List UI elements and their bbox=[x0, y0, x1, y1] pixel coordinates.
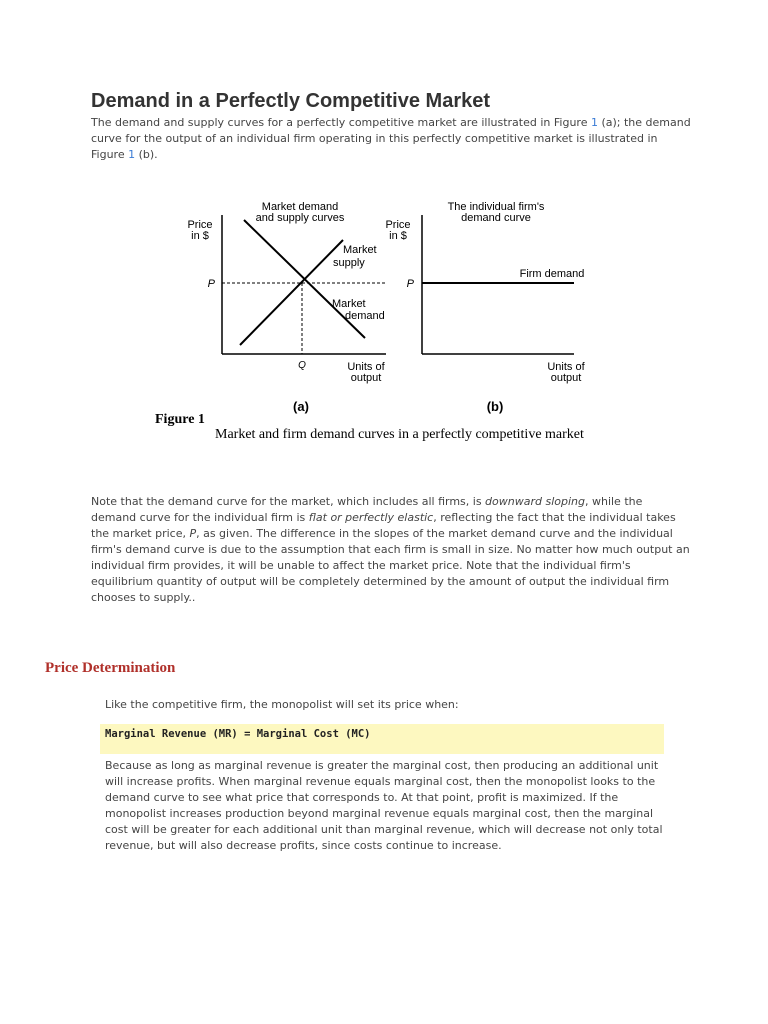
panel-b-x-label-line2: output bbox=[550, 372, 582, 384]
page-title: Demand in a Perfectly Competitive Market bbox=[91, 90, 491, 112]
firm-demand-label: Firm demand bbox=[519, 268, 585, 280]
panel-a-x-label-line2: output bbox=[350, 372, 382, 384]
explanation-paragraph: Because as long as marginal revenue is greater the marginal cost, then producing an additional unit will increase profits. When marginal revenue equals marginal cost, then the monopolist looks to the demand curve to see what price that corresponds to. At that point, profit is maximized. If the monopolist increases production beyond marginal revenue equals marginal cost, then the marginal cost will be greater for each additional unit than marginal revenue, which will decrease not only total revenue, but will also decrease profits, since costs continue to increase. bbox=[105, 759, 663, 852]
panel-a-y-label-line2: in $ bbox=[191, 230, 209, 242]
panel-a-p-label: P bbox=[207, 278, 215, 290]
intro-paragraph bbox=[91, 115, 691, 163]
note-emphasis-1: downward sloping bbox=[485, 495, 585, 508]
figure-caption: Market and firm demand curves in a perfectly competitive market bbox=[215, 427, 584, 442]
panel-b-heading-line2: demand curve bbox=[461, 212, 531, 224]
note-emphasis-2: flat or perfectly elastic bbox=[308, 511, 434, 524]
note-text-2: , while the demand curve for the individual firm is bbox=[91, 495, 643, 524]
intro-text-1: The demand and supply curves for a perfectly competitive market are illustrated in Figure bbox=[91, 116, 591, 129]
demand-label-line1: Market bbox=[332, 298, 366, 310]
demand-figure bbox=[160, 190, 620, 415]
figure-label: Figure 1 bbox=[155, 412, 205, 427]
intro-text-3: (b). bbox=[135, 148, 158, 161]
panel-a-x-label-line1: Units of bbox=[347, 361, 385, 373]
panel-a-heading-line1: Market demand bbox=[261, 201, 339, 213]
panel-a-heading-line2: and supply curves bbox=[255, 212, 345, 224]
panel-a bbox=[187, 201, 386, 414]
demand-label-line2: demand bbox=[345, 310, 385, 322]
mr-mc-formula: Marginal Revenue (MR) = Marginal Cost (MC) bbox=[105, 728, 371, 740]
price-determination-heading: Price Determination bbox=[45, 660, 176, 676]
figure-link-2[interactable]: 1 bbox=[128, 148, 136, 161]
panel-b bbox=[385, 201, 585, 414]
note-text-1: Note that the demand curve for the market, which includes all firms, is bbox=[91, 495, 486, 508]
panel-a-y-label-line1: Price bbox=[187, 219, 213, 231]
note-emphasis-3: P bbox=[189, 527, 197, 540]
monopolist-intro: Like the competitive firm, the monopolist will set its price when: bbox=[105, 698, 459, 711]
panel-b-y-label-line1: Price bbox=[385, 219, 411, 231]
panel-b-label: (b) bbox=[486, 399, 504, 414]
intro-text-2: (a); the demand curve for the output of an individual firm operating in this perfectly competitive market is illustrated in Figure bbox=[91, 116, 691, 161]
panel-a-label: (a) bbox=[293, 399, 309, 414]
panel-b-y-label-line2: in $ bbox=[389, 230, 407, 242]
note-text-3: , reflecting the fact that the individual takes the market price, bbox=[91, 511, 676, 540]
panel-a-q-label: Q bbox=[298, 360, 306, 371]
supply-label-line1: Market bbox=[343, 244, 377, 256]
note-paragraph bbox=[91, 494, 691, 606]
note-text-4: , as given. The difference in the slopes of the market demand curve and the individual firm's demand curve is due to the assumption that each firm is small in size. No matter how much output an individual firm provides, it will be unable to affect the market price. Note that the individual firm's equilibrium quantity of output will be completely determined by the amount of output the individual firm chooses to supply.. bbox=[91, 527, 690, 604]
supply-label-line2: supply bbox=[333, 257, 365, 269]
panel-b-x-label-line1: Units of bbox=[547, 361, 585, 373]
panel-b-p-label: P bbox=[406, 278, 414, 290]
figure-link-1[interactable]: 1 bbox=[590, 116, 598, 129]
panel-b-heading-line1: The individual firm's bbox=[447, 201, 545, 213]
market-supply-curve bbox=[240, 240, 343, 345]
